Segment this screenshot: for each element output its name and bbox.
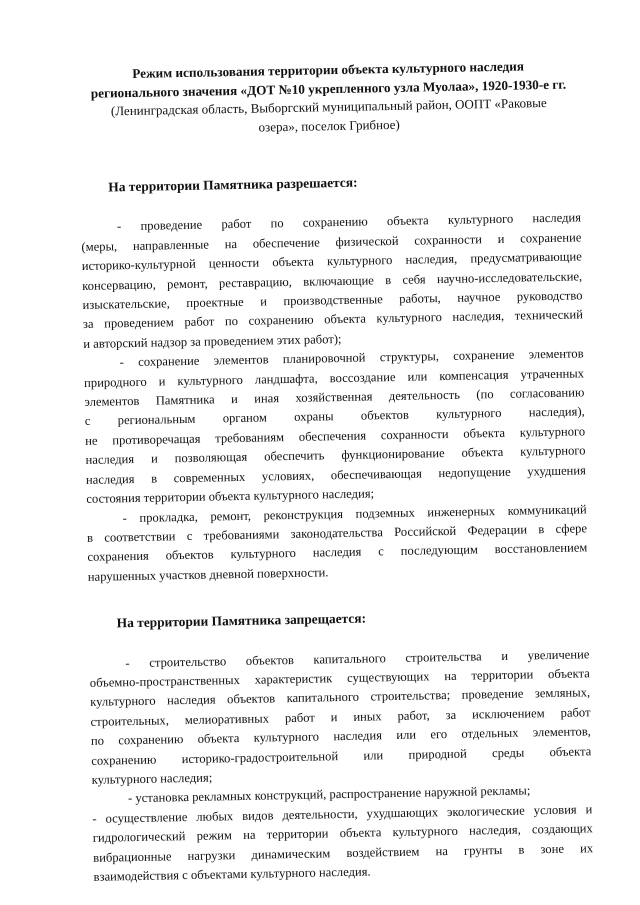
- prohibited-item: [89, 645, 592, 790]
- text-line: элементов Памятника и иная хозяйственная деятельность (по согласованию: [84, 385, 585, 409]
- text-line: наследия и позволяющая обеспечить функционирование объекта культурного: [85, 443, 586, 468]
- text-line: (меры, направленные на обеспечение физической сохранности и сохранение: [81, 230, 582, 254]
- allowed-heading: На территории Памятника разрешается:: [108, 174, 358, 195]
- text-line: сохранению историко-градостроительной или природной среды объекта: [91, 743, 592, 768]
- text-line: взаимодействия с объектами культурного наследия.: [93, 864, 371, 884]
- text-line: за проведением работ по сохранению объекта культурного наследия, технический: [82, 307, 584, 332]
- text-line: по сохранению объекта культурного наследия или его отдельных элементов,: [90, 724, 592, 749]
- text-line: и авторский надзор за проведением этих работ);: [83, 331, 342, 351]
- text-line: культурного наследия;: [91, 770, 213, 787]
- prohibited-heading: На территории Памятника запрещается:: [116, 610, 367, 631]
- text-line: строительных, мелиоративных работ и иных работ, за исключением работ: [90, 705, 591, 729]
- text-line: не противоречащая требованиям обеспечения сохранности объекта культурного: [85, 424, 586, 448]
- text-line: историко-культурной ценности объекта культурного наследия, предусматривающие: [81, 249, 582, 274]
- text-line: нарушенных участков дневной поверхности.: [87, 565, 329, 584]
- text-line: - установка рекламных конструкций, распространение наружной рекламы;: [127, 783, 531, 806]
- document-body: [78, 56, 594, 887]
- text-line: - строительство объектов капитального строительства и увеличение: [125, 646, 590, 670]
- text-line: объемно-пространственных характеристик существующих на территории объекта: [89, 666, 590, 690]
- allowed-item: [84, 345, 587, 510]
- text-line: с региональным органом охраны объектов культурного наследия),: [84, 404, 585, 429]
- text-line: природного и культурного ландшафта, воссоздание или компенсация утраченных: [83, 366, 585, 390]
- text-line: вибрационные нагрузки динамическим воздействием на грунты в зоне их: [93, 840, 594, 865]
- subtitle-line: (Ленинградская область, Выборгский муниципальный район, ООПТ «Раковые: [110, 95, 547, 119]
- text-line: в соответствии с требованиями законодательства Российской Федерации в сфере: [86, 521, 588, 545]
- text-line: состояния территории объекта культурного наследия;: [86, 486, 375, 507]
- text-line: изыскательские, проектные и производственные работы, научное руководство: [82, 288, 583, 312]
- title-line: Режим использования территории объекта культурного наследия: [132, 58, 525, 81]
- text-line: консервацию, ремонт, реставрацию, включающие в себя научно-исследовательские,: [82, 268, 583, 293]
- subtitle-line: озера», поселок Грибное): [258, 116, 400, 135]
- text-line: сохранения объектов культурного наследия с последующим восстановлением: [87, 540, 588, 565]
- text-line: гидрологический режим на территории объекта культурного наследия, создающих: [92, 821, 593, 846]
- allowed-item: [81, 209, 584, 354]
- text-line: - прокладка, ремонт, реконструкция подземных инженерных коммуникаций: [122, 501, 587, 525]
- text-line: - осуществление любых видов деятельности, ухудшающих экологические условия и: [92, 802, 593, 826]
- text-line: - сохранение элементов планировочной структуры, сохранение элементов: [119, 346, 584, 370]
- text-line: культурного наследия объектов капитального строительства; проведение земляных,: [90, 685, 591, 710]
- prohibited-item: [92, 800, 593, 887]
- text-line: - проведение работ по сохранению объекта культурного наследия: [116, 210, 582, 234]
- title-line: регионального значения «ДОТ №10 укрепленного узла Муолаа», 1920-1930-е гг.: [90, 76, 567, 101]
- allowed-item: [87, 500, 588, 587]
- text-line: наследия в современных условиях, обеспечивающая недопущение ухудшения: [85, 463, 586, 487]
